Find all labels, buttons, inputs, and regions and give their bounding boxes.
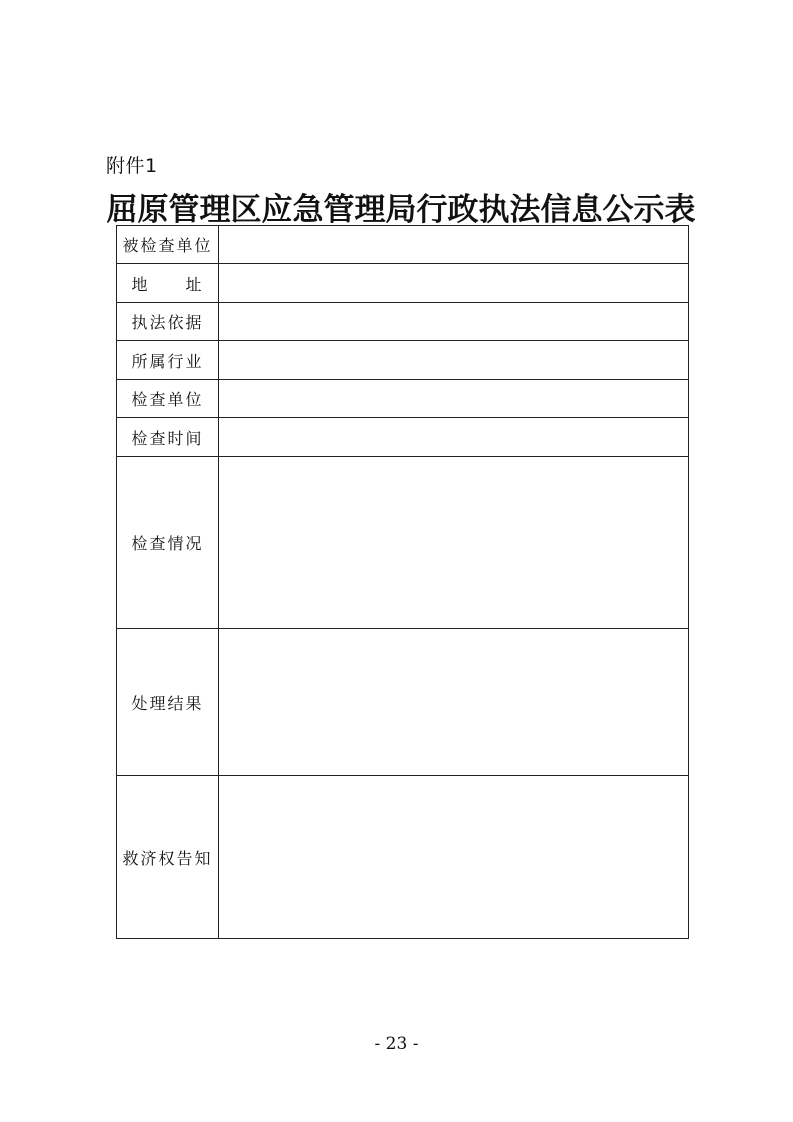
table-row: [117, 776, 689, 939]
document-title: 屈原管理区应急管理局行政执法信息公示表: [106, 192, 696, 228]
row-label-remedy-notice: 救济权告知: [117, 776, 219, 939]
row-value-inspecting-unit: [219, 380, 689, 418]
table-row: [117, 303, 689, 341]
table-row: [117, 341, 689, 380]
row-value-inspection-status: [219, 457, 689, 629]
row-label-address: 地 址: [117, 264, 219, 303]
page-number: - 23 -: [374, 1034, 419, 1054]
row-value-legal-basis: [219, 303, 689, 341]
disclosure-table: [116, 225, 689, 939]
row-value-inspection-time: [219, 418, 689, 457]
attachment-label: 附件1: [106, 155, 158, 177]
row-label-industry: 所属行业: [117, 341, 219, 380]
row-value-handling-result: [219, 629, 689, 776]
row-value-inspected-unit: [219, 226, 689, 264]
table-row: [117, 380, 689, 418]
table-row: [117, 418, 689, 457]
row-value-address: [219, 264, 689, 303]
row-value-industry: [219, 341, 689, 380]
row-label-inspected-unit: 被检查单位: [117, 226, 219, 264]
row-label-inspecting-unit: 检查单位: [117, 380, 219, 418]
row-label-inspection-status: 检查情况: [117, 457, 219, 629]
table-row: [117, 264, 689, 303]
row-value-remedy-notice: [219, 776, 689, 939]
table-row: [117, 457, 689, 629]
row-label-legal-basis: 执法依据: [117, 303, 219, 341]
row-label-inspection-time: 检查时间: [117, 418, 219, 457]
row-label-handling-result: 处理结果: [117, 629, 219, 776]
table-row: [117, 226, 689, 264]
table-row: [117, 629, 689, 776]
